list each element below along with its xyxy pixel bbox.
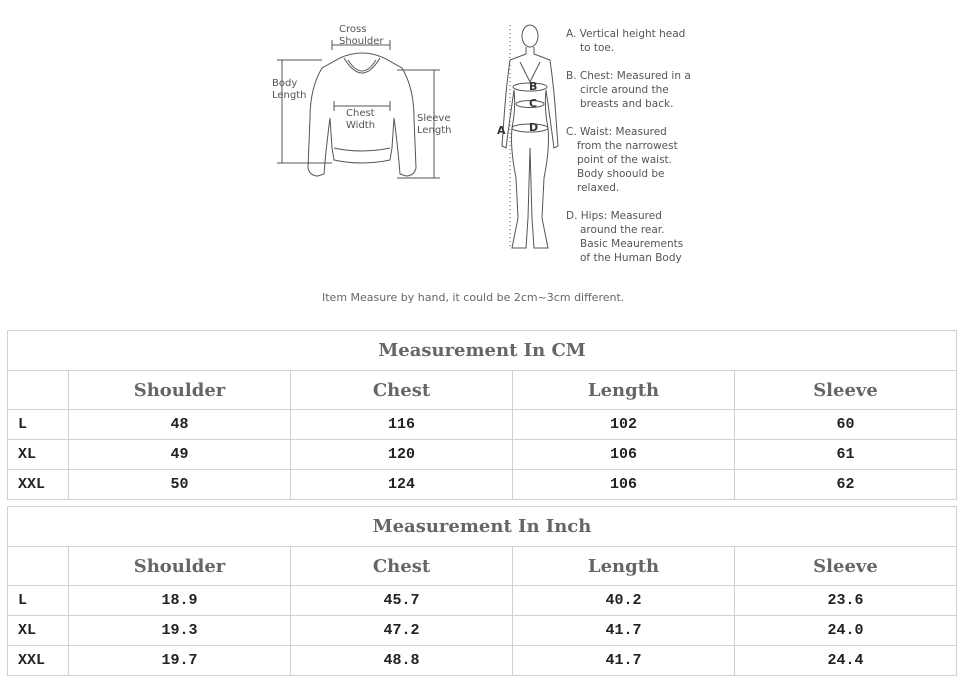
legend-b: B. Chest: Measured in a circle around the breasts and back. [566,70,691,110]
table-cell: 41.7 [513,646,735,676]
table-cell: 116 [291,410,513,440]
letter-b: B [529,80,538,93]
body-length-label: Body Length [272,78,307,101]
table-cell: 106 [513,440,735,470]
size-label: L [8,410,69,440]
header-sleeve: Sleeve [735,547,957,586]
cross-shoulder-label: Cross Shoulder [339,24,384,47]
header-cell [8,371,69,410]
table-cell: 48.8 [291,646,513,676]
table-row [8,616,957,646]
legend-a: A. Vertical height head to toe. [566,28,686,54]
table-cell: 60 [735,410,957,440]
table-cell: 124 [291,470,513,500]
table-title-row [8,507,957,547]
table-cell: 106 [513,470,735,500]
table-cell: 49 [69,440,291,470]
legend-c: C. Waist: Measured from the narrowest point of the waist. Body shoould be relaxed. [566,126,678,194]
table-cell: 24.4 [735,646,957,676]
table-title: Measurement In Inch [8,507,957,547]
table-cell: 45.7 [291,586,513,616]
header-chest: Chest [291,547,513,586]
table-row [8,470,957,500]
table-cell: 102 [513,410,735,440]
size-label: XXL [8,470,69,500]
measure-note: Item Measure by hand, it could be 2cm~3cm different. [322,291,625,304]
header-sleeve: Sleeve [735,371,957,410]
table-cell: 23.6 [735,586,957,616]
table-row [8,440,957,470]
table-cell: 41.7 [513,616,735,646]
table-cell: 61 [735,440,957,470]
human-body-sketch [490,18,570,258]
legend-d: D. Hips: Measured around the rear. Basic Meaurements of the Human Body [566,210,684,264]
header-chest: Chest [291,371,513,410]
inch-size-table [7,506,957,676]
chest-width-label: Chest Width [346,108,376,131]
table-header-row [8,547,957,586]
header-shoulder: Shoulder [69,371,291,410]
table-cell: 62 [735,470,957,500]
header-cell [8,547,69,586]
header-shoulder: Shoulder [69,547,291,586]
table-cell: 40.2 [513,586,735,616]
size-label: XXL [8,646,69,676]
size-label: L [8,586,69,616]
size-label: XL [8,616,69,646]
table-title-row [8,331,957,371]
table-cell: 19.3 [69,616,291,646]
sleeve-length-label: Sleeve Length [417,113,452,136]
table-title: Measurement In CM [8,331,957,371]
table-cell: 120 [291,440,513,470]
size-diagram [0,0,962,320]
table-header-row [8,371,957,410]
header-length: Length [513,547,735,586]
table-cell: 19.7 [69,646,291,676]
table-row [8,646,957,676]
table-row [8,410,957,440]
table-cell: 50 [69,470,291,500]
header-length: Length [513,371,735,410]
size-label: XL [8,440,69,470]
table-cell: 47.2 [291,616,513,646]
table-cell: 48 [69,410,291,440]
table-cell: 18.9 [69,586,291,616]
cm-size-table [7,330,957,500]
letter-a: A [497,124,506,137]
table-cell: 24.0 [735,616,957,646]
table-row [8,586,957,616]
letter-d: D [529,121,539,134]
letter-c: C [529,97,538,110]
